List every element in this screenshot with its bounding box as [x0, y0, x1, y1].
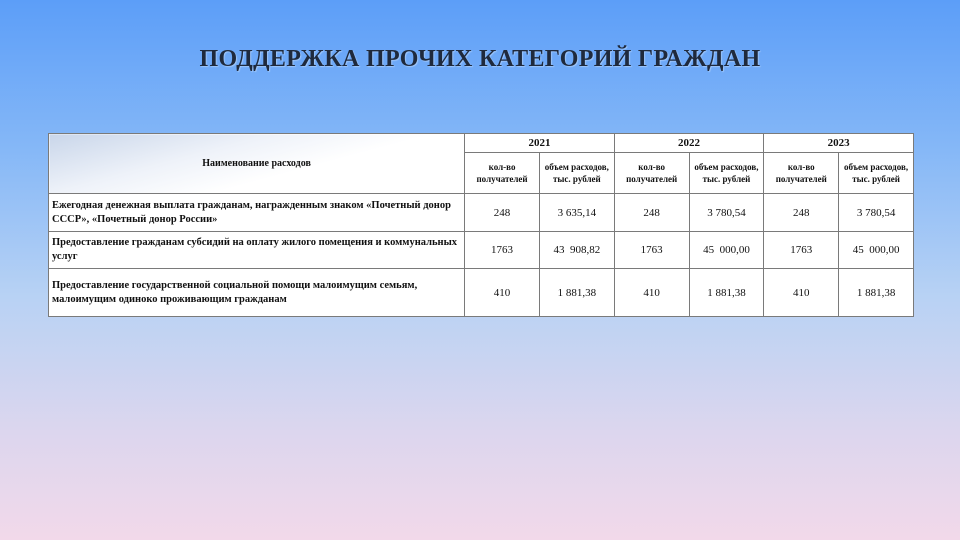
slide-title: ПОДДЕРЖКА ПРОЧИХ КАТЕГОРИЙ ГРАЖДАН: [199, 46, 761, 72]
recipients-count-cell: 410: [614, 269, 689, 317]
recipients-count-cell: 1763: [764, 232, 839, 269]
expense-amount-header: объем расходов, тыс. рублей: [839, 153, 914, 194]
expense-amount-cell: 43 908,82: [539, 232, 614, 269]
recipients-count-cell: 1763: [465, 232, 540, 269]
year-header-2022: 2022: [614, 134, 764, 153]
expense-amount-cell: 1 881,38: [689, 269, 764, 317]
table-header-row: [49, 134, 914, 153]
expense-amount-cell: 45 000,00: [839, 232, 914, 269]
recipients-count-header: кол-во получателей: [764, 153, 839, 194]
expense-amount-cell: 1 881,38: [539, 269, 614, 317]
year-header-2023: 2023: [764, 134, 914, 153]
recipients-count-cell: 410: [764, 269, 839, 317]
table-row: [49, 194, 914, 232]
expense-name-header: Наименование расходов: [49, 134, 465, 194]
expense-amount-cell: 45 000,00: [689, 232, 764, 269]
recipients-count-cell: 248: [614, 194, 689, 232]
year-header-2021: 2021: [465, 134, 615, 153]
recipients-count-cell: 410: [465, 269, 540, 317]
expense-amount-header: объем расходов, тыс. рублей: [689, 153, 764, 194]
expense-name-cell: Предоставление государственной социальной помощи малоимущим семьям, малоимущим одиноко проживающим гражданам: [49, 269, 465, 317]
recipients-count-header: кол-во получателей: [465, 153, 540, 194]
expense-amount-cell: 3 635,14: [539, 194, 614, 232]
table-row: [49, 269, 914, 317]
expense-amount-cell: 3 780,54: [689, 194, 764, 232]
expenses-table: [48, 133, 914, 317]
table-row: [49, 232, 914, 269]
recipients-count-cell: 248: [465, 194, 540, 232]
expense-amount-header: объем расходов, тыс. рублей: [539, 153, 614, 194]
expense-name-cell: Ежегодная денежная выплата гражданам, награжденным знаком «Почетный донор СССР», «Почетный донор России»: [49, 194, 465, 232]
recipients-count-cell: 1763: [614, 232, 689, 269]
expense-amount-cell: 3 780,54: [839, 194, 914, 232]
expense-amount-cell: 1 881,38: [839, 269, 914, 317]
recipients-count-cell: 248: [764, 194, 839, 232]
recipients-count-header: кол-во получателей: [614, 153, 689, 194]
expense-name-cell: Предоставление гражданам субсидий на оплату жилого помещения и коммунальных услуг: [49, 232, 465, 269]
